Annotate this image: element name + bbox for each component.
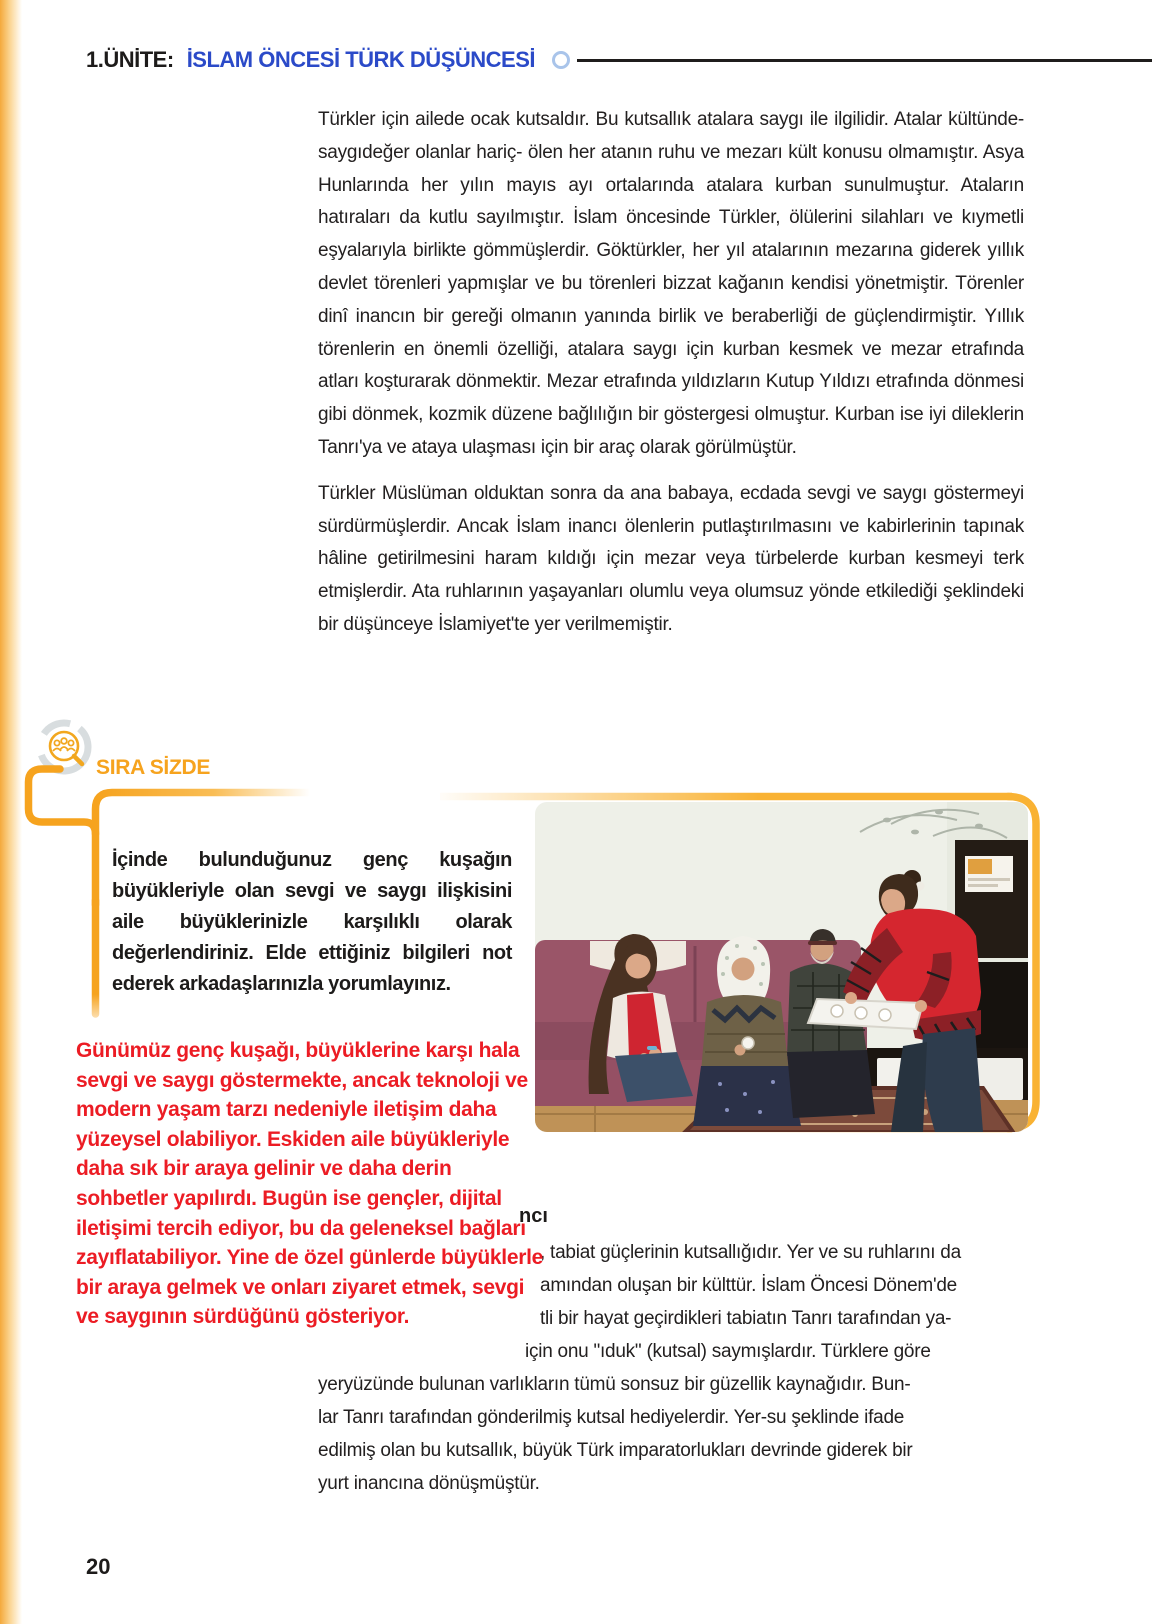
unit-title: İSLAM ÖNCESİ TÜRK DÜŞÜNCESİ — [186, 47, 535, 72]
next-section-heading-fragment: ncı — [519, 1205, 548, 1227]
photo-serving-tray — [808, 999, 923, 1029]
sira-sizde-question: İçinde bulunduğunuz genç kuşağın büyükleriyle olan sevgi ve saygı ilişkisini aile büyüklerinizle karşılıklı olarak değerlendiriniz. Elde ettiğiniz bilgileri not ederek arkadaşlarınızla yorumlayınız. — [112, 849, 512, 995]
people-search-icon — [34, 718, 96, 780]
page-number: 20 — [86, 1554, 111, 1579]
photo-jeans — [922, 1028, 983, 1132]
next-section-line: tli bir hayat geçirdikleri tabiatın Tanrı tarafından ya- — [540, 1308, 952, 1329]
next-section-line: amından oluşan bir külttür. İslam Öncesi Dönem'de — [540, 1275, 957, 1296]
body-text-column — [318, 104, 1024, 655]
unit-header — [86, 46, 1152, 74]
next-section-line: , tabiat güçlerinin kutsallığıdır. Yer ve su ruhlarını da — [540, 1242, 961, 1263]
body-paragraph-1: Türkler için ailede ocak kutsaldır. Bu kutsallık atalara saygı ile ilgilidir. Atalar kültünde-saygıdeğer olanlar hariç- ölen her atanın ruhu ve mezarı kült konusu olmamıştır. Asya Hunlarında her yılın mayıs ayı ortalarında atalara kurban sunulmuştur. Ataların hatıraları da kutlu sayılmıştır. İslam öncesinde Türkler, ölülerini silahları ve kıymetli eşyalarıyla birlikte gömmüşlerdir. Göktürkler, her yıl atalarının mezarına giderek yıllık devlet törenleri yapmışlar ve bu törenleri bizzat kağanın kendisi yönetmiştir. Törenler dinî inancın bir gereği olmanın yanında birlik ve beraberliği de güçlendirmiştir. Yıllık törenlerin en önemli özelliği, atalara saygı için kurban kesmek ve mezar etrafında atları koşturarak dönmektir. Mezar etrafında yıldızların Kutup Yıldızı etrafında dönmesi gibi dönmek, kozmik düzene bağlılığın bir göstergesi olmuştur. Kurban ise iyi dileklerin Tanrı'ya ve ataya ulaşması için bir araç olarak görülmüştür. — [318, 109, 1024, 458]
family-photo — [535, 802, 1028, 1132]
next-section-line: yurt inancına dönüşmüştür. — [318, 1473, 540, 1494]
next-section-line: lar Tanrı tarafından gönderilmiş kutsal hediyelerdir. Yer-su şeklinde ifade — [318, 1407, 905, 1428]
page-left-edge-strip — [0, 0, 22, 1624]
next-section-line: edilmiş olan bu kutsallık, büyük Türk imparatorlukları devrinde giderek bir — [318, 1440, 913, 1461]
next-section-line: yeryüzünde bulunan varlıkların tümü sonsuz bir güzellik kaynağıdır. Bun- — [318, 1374, 911, 1395]
header-rule — [577, 59, 1152, 62]
handwritten-answer-note: Günümüz genç kuşağı, büyüklerine karşı hala sevgi ve saygı göstermekte, ancak teknoloji ve modern yaşam tarzı nedeniyle iletişim daha yüzeysel olabiliyor. Eskiden aile büyükleriyle daha sık bir araya gelinir ve daha derin sohbetler yapılırdı. Bugün ise gençler, dijital iletişimi tercih ediyor, bu da geleneksel bağları zayıflatabiliyor. Yine de özel günlerde büyüklerle bir araya gelmek ve onları ziyaret etmek, sevgi ve saygının sürdüğünü gösteriyor. — [76, 1039, 543, 1329]
sira-sizde-title: SIRA SİZDE — [96, 756, 211, 779]
next-section-line: için onu "ıduk" (kutsal) saymışlardır. Türklere göre — [525, 1341, 931, 1362]
body-paragraph-2: Türkler Müslüman olduktan sonra da ana babaya, ecdada sevgi ve saygı göstermeyi sürdürmüşlerdir. Ancak İslam inancı ölenlerin putlaştırılmasını ve kabirlerinin tapınak hâline getirilmesini haram kıldığı için mezar veya türbelerde kurban kesmeyi terk etmişlerdir. Ata ruhlarının yaşayanları olumlu veya olumsuz yönde etkilediği şeklindeki bir düşünceye İslamiyet'te yer verilmemiştir. — [318, 482, 1024, 635]
unit-label: 1.ÜNİTE: — [86, 47, 174, 72]
header-ring-icon — [552, 51, 570, 69]
